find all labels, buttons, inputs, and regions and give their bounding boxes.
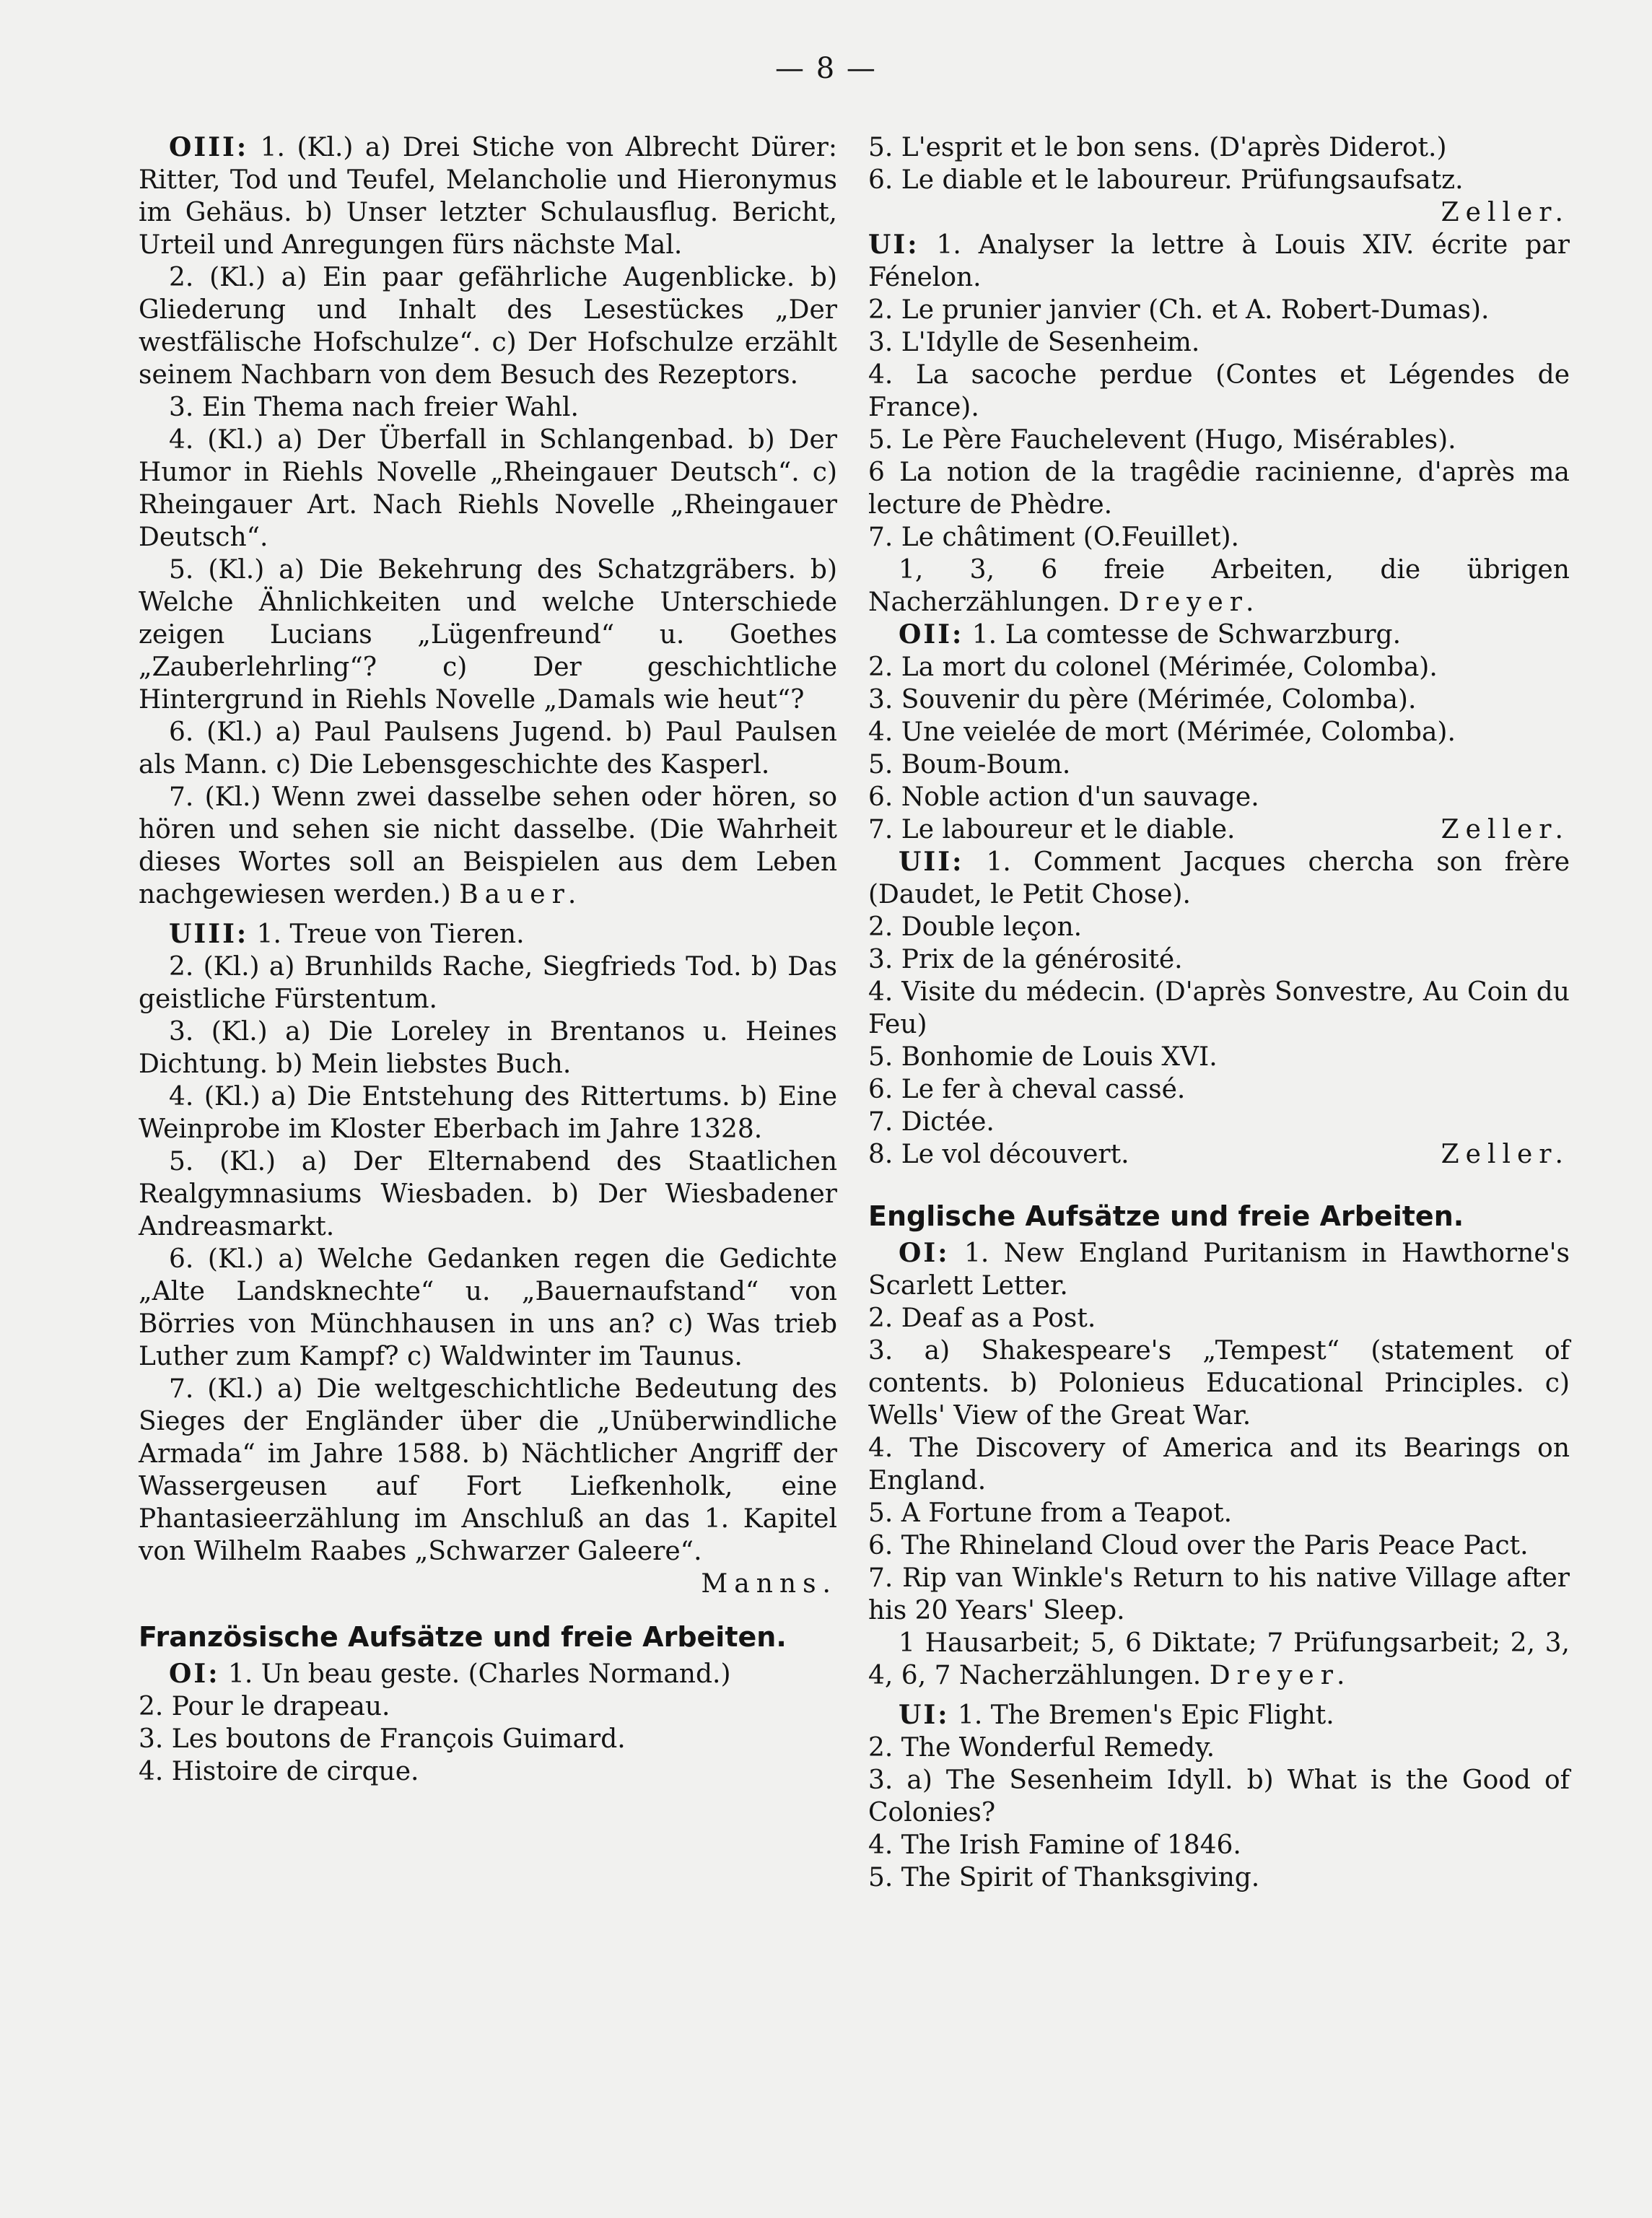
uii-fr-item-6: 6. Le fer à cheval cassé. — [868, 1075, 1186, 1104]
oi-en-item-3: 3. a) Shakespeare's „Tempest“ (statement of contents. b) Polonieus Educational Principles. c) Wells' View of the Great War. — [868, 1336, 1570, 1431]
ui-en-item-1: UI: 1. The Bremen's Epic Flight. — [899, 1700, 1334, 1730]
page-number: — 8 — — [775, 52, 877, 85]
ui-en-item-3: 3. a) The Sesenheim Idyll. b) What is the Good of Colonies? — [868, 1765, 1570, 1828]
oi-fr-item-4: 4. Histoire de cirque. — [139, 1757, 419, 1786]
oi-fr-item-3: 3. Les boutons de François Guimard. — [139, 1724, 626, 1754]
uii-fr-item-2: 2. Double leçon. — [868, 912, 1083, 942]
oi-en-note: 1 Hausarbeit; 5, 6 Diktate; 7 Prüfungsarbeit; 2, 3, 4, 6, 7 Nacherzählungen. Dreyer. — [868, 1628, 1570, 1690]
oi-fr-item-1: OI: 1. Un beau geste. (Charles Normand.) — [169, 1659, 731, 1689]
oi-fr-item-5: 5. L'esprit et le bon sens. (D'après Diderot.) — [868, 133, 1447, 162]
uii-fr-item-7: 7. Dictée. — [868, 1107, 995, 1137]
oi-fr-item-6: 6. Le diable et le laboureur. Prüfungsaufsatz. — [868, 165, 1464, 195]
uiii-item-3: 3. (Kl.) a) Die Loreley in Brentanos u. Heines Dichtung. b) Mein liebstes Buch. — [139, 1017, 837, 1079]
ui-en-item-5: 5. The Spirit of Thanksgiving. — [868, 1863, 1260, 1892]
oi-en-label: OI: — [899, 1238, 950, 1268]
uii-fr-item-1: UII: 1. Comment Jacques chercha son frère (Daudet, le Petit Chose). — [868, 847, 1570, 909]
oiii-item-2: 2. (Kl.) a) Ein paar gefährliche Augenblicke. b) Gliederung und Inhalt des Lesestückes „Der westfälische Hofschulze“. c) Der Hofschulze erzählt seinem Nachbarn von dem Besuch des Rezeptors. — [139, 263, 837, 390]
oiii-item-5: 5. (Kl.) a) Die Bekehrung des Schatzgräbers. b) Welche Ähnlichkeiten und welche Unterschiede zeigen Lucians „Lügenfreund“ u. Goethes „Zauberlehrling“? c) Der geschichtliche Hintergrund in Riehls Novelle „Damals wie heut“? — [139, 555, 837, 715]
oi-en-item-4: 4. The Discovery of America and its Bearings on England. — [868, 1433, 1570, 1496]
oii-fr-item-6: 6. Noble action d'un sauvage. — [868, 782, 1259, 812]
uiii-label: UIII: — [169, 919, 249, 949]
oiii-item-3: 3. Ein Thema nach freier Wahl. — [169, 393, 579, 422]
oii-fr-item-7: 7. Le laboureur et le diable. Zeller. — [868, 815, 1570, 844]
ui-en-item-2: 2. The Wonderful Remedy. — [868, 1733, 1215, 1763]
signature-dreyer-1: Dreyer. — [1118, 588, 1261, 617]
right-column — [868, 131, 1570, 1894]
oii-fr-item-5: 5. Boum-Boum. — [868, 750, 1071, 780]
oi-fr-label: OI: — [169, 1659, 220, 1689]
oii-fr-item-3: 3. Souvenir du père (Mérimée, Colomba). — [868, 685, 1417, 715]
ui-fr-item-5: 5. Le Père Fauchelevent (Hugo, Misérables). — [868, 425, 1456, 455]
uiii-item-2: 2. (Kl.) a) Brunhilds Rache, Siegfrieds Tod. b) Das geistliche Fürstentum. — [139, 952, 837, 1014]
oii-fr-item-2: 2. La mort du colonel (Mérimée, Colomba). — [868, 652, 1438, 682]
ui-fr-item-2: 2. Le prunier janvier (Ch. et A. Robert-Dumas). — [868, 295, 1490, 325]
oi-en-item-6: 6. The Rhineland Cloud over the Paris Peace Pact. — [868, 1531, 1529, 1560]
signature-manns: Manns. — [701, 1569, 837, 1599]
ui-fr-label: UI: — [868, 230, 919, 260]
ui-fr-note: 1, 3, 6 freie Arbeiten, die übrigen Nacherzählungen. Dreyer. — [868, 555, 1570, 617]
oi-fr-item-2: 2. Pour le drapeau. — [139, 1692, 390, 1721]
oii-fr-label: OII: — [899, 619, 964, 650]
oiii-label: OIII: — [169, 132, 249, 162]
signature-zeller-1: Zeller. — [1441, 198, 1570, 227]
oiii-item-7: 7. (Kl.) Wenn zwei dasselbe sehen oder hören, so hören und sehen sie nicht dasselbe. (Die Wahrheit dieses Wortes soll an Beispielen aus dem Leben nachgewiesen werden.) Bauer. — [139, 782, 837, 909]
signature-zeller-2: Zeller. — [1441, 815, 1570, 844]
uiii-item-5: 5. (Kl.) a) Der Elternabend des Staatlichen Realgymnasiums Wiesbaden. b) Der Wiesbadener Andreasmarkt. — [139, 1147, 837, 1241]
uiii-item-4: 4. (Kl.) a) Die Entstehung des Rittertums. b) Eine Weinprobe im Kloster Eberbach im Jahre 1328. — [139, 1082, 837, 1144]
ui-fr-item-1: UI: 1. Analyser la lettre à Louis XIV. écrite par Fénelon. — [868, 230, 1570, 292]
ui-en-item-4: 4. The Irish Famine of 1846. — [868, 1830, 1241, 1860]
uiii-item-6: 6. (Kl.) a) Welche Gedanken regen die Gedichte „Alte Landsknechte“ u. „Bauernaufstand“ von Börries von Münchhausen in uns an? c) Was trieb Luther zum Kampf? c) Waldwinter im Taunus. — [139, 1244, 837, 1371]
signature-zeller-3: Zeller. — [1441, 1140, 1570, 1169]
signature-dreyer-2: Dreyer. — [1209, 1661, 1352, 1690]
oi-en-item-7: 7. Rip van Winkle's Return to his native Village after his 20 Years' Sleep. — [868, 1563, 1570, 1625]
oiii-item-4: 4. (Kl.) a) Der Überfall in Schlangenbad. b) Der Humor in Riehls Novelle „Rheingauer Deutsch“. c) Rheingauer Art. Nach Riehls Novelle „Rheingauer Deutsch“. — [139, 425, 837, 552]
signature-bauer: Bauer. — [459, 880, 583, 909]
ui-fr-item-7: 7. Le châtiment (O.Feuillet). — [868, 523, 1239, 552]
uiii-item-1: UIII: 1. Treue von Tieren. — [169, 919, 525, 949]
english-essays-heading: Englische Aufsätze und freie Arbeiten. — [868, 1200, 1464, 1232]
oiii-item-6: 6. (Kl.) a) Paul Paulsens Jugend. b) Paul Paulsen als Mann. c) Die Lebensgeschichte des Kasperl. — [139, 717, 837, 780]
ui-fr-item-6: 6 La notion de la tragêdie racinienne, d'après ma lecture de Phèdre. — [868, 458, 1570, 520]
oii-fr-item-1: OII: 1. La comtesse de Schwarzburg. — [899, 619, 1402, 650]
ui-fr-item-4: 4. La sacoche perdue (Contes et Légendes de France). — [868, 360, 1570, 422]
uii-fr-label: UII: — [899, 847, 964, 877]
oi-en-item-1: OI: 1. New England Puritanism in Hawthorne's Scarlett Letter. — [868, 1238, 1570, 1301]
oiii-item-1: OIII: 1. (Kl.) a) Drei Stiche von Albrecht Dürer: Ritter, Tod und Teufel, Melancholie und Hieronymus im Gehäus. b) Unser letzter Schulausflug. Bericht, Urteil und Anregungen fürs nächste Mal. — [139, 132, 837, 260]
uii-fr-item-4: 4. Visite du médecin. (D'après Sonvestre, Au Coin du Feu) — [868, 977, 1570, 1039]
ui-fr-item-3: 3. L'Idylle de Sesenheim. — [868, 328, 1200, 357]
uiii-item-7: 7. (Kl.) a) Die weltgeschichtliche Bedeutung des Sieges der Engländer über die „Unüberwindliche Armada“ im Jahre 1588. b) Nächtlicher Angriff der Wassergeusen auf Fort Liefkenholk, eine Phantasieerzählung im Anschluß an das 1. Kapitel von Wilhelm Raabes „Schwarzer Galeere“. — [139, 1374, 837, 1566]
left-column — [139, 131, 837, 1788]
french-essays-heading: Französische Aufsätze und freie Arbeiten. — [139, 1621, 787, 1653]
ui-en-label: UI: — [899, 1700, 950, 1730]
uii-fr-item-5: 5. Bonhomie de Louis XVI. — [868, 1042, 1218, 1072]
oi-en-item-5: 5. A Fortune from a Teapot. — [868, 1498, 1233, 1528]
uii-fr-item-8: 8. Le vol découvert. Zeller. — [868, 1140, 1570, 1169]
oii-fr-item-4: 4. Une veielée de mort (Mérimée, Colomba). — [868, 717, 1456, 747]
uii-fr-item-3: 3. Prix de la générosité. — [868, 945, 1183, 974]
oi-en-item-2: 2. Deaf as a Post. — [868, 1304, 1096, 1333]
